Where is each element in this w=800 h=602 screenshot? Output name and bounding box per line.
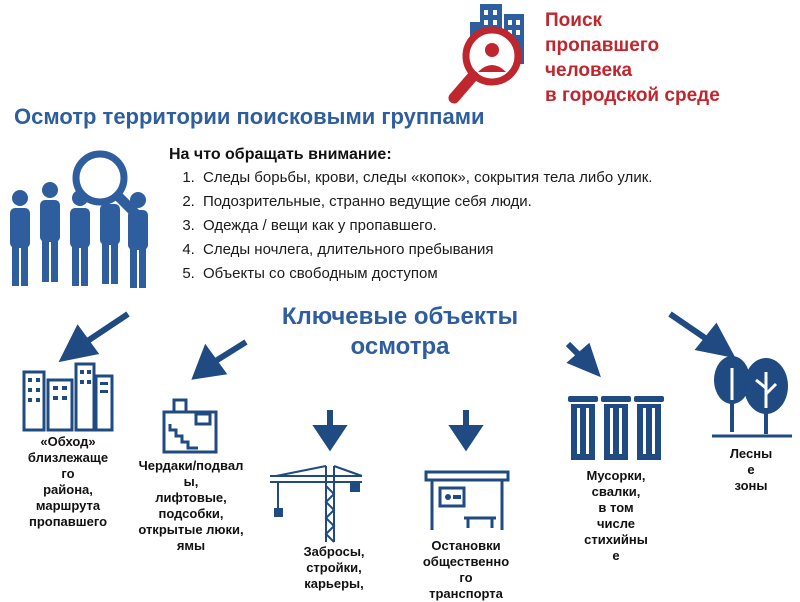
attic-stairs-icon (162, 398, 218, 454)
list-item: 2. Подозрительные, странно ведущие себя люди. (199, 190, 765, 214)
arrow-icon (670, 314, 730, 354)
arrow-icon (64, 314, 128, 358)
arrow-icon (318, 410, 342, 446)
list-item: 5. Объекты со свободным доступом (199, 262, 765, 286)
key-objects-title: Ключевые объекты осмотра (281, 303, 519, 360)
trash-bins-icon (566, 394, 666, 462)
object-caption: Остановки общественно го транспорта (422, 538, 510, 601)
object-caption: Чердаки/подвал ы, лифтовые, подсобки, открытые люки, ямы (138, 458, 244, 553)
object-caption: Забросы, стройки, карьеры, (303, 544, 365, 591)
object-caption: Лесны е зоны (729, 446, 773, 493)
arrow-icon (454, 410, 478, 446)
section-heading: Осмотр территории поисковыми группами (14, 104, 485, 129)
buildings-icon (20, 358, 116, 432)
arrow-icon (196, 342, 246, 376)
arrow-icon (568, 344, 596, 372)
object-caption: Мусорки, свалки, в том числе стихийны е (584, 468, 648, 563)
object-caption: «Обход» близлежаще го района, маршрута пропавшего (27, 434, 109, 529)
list-item: 3. Одежда / вещи как у пропавшего. (199, 214, 765, 238)
list-item: 1. Следы борьбы, крови, следы «копок», сокрытия тела либо улик. (199, 166, 743, 190)
attention-title: На что обращать внимание: (169, 146, 392, 163)
page-title: Поиск пропавшего человека в городской среде (545, 10, 720, 106)
bus-stop-icon (424, 470, 510, 532)
list-item: 4. Следы ночлега, длительного пребывания (199, 238, 765, 262)
trees-icon (708, 352, 794, 442)
crane-icon (266, 462, 366, 542)
